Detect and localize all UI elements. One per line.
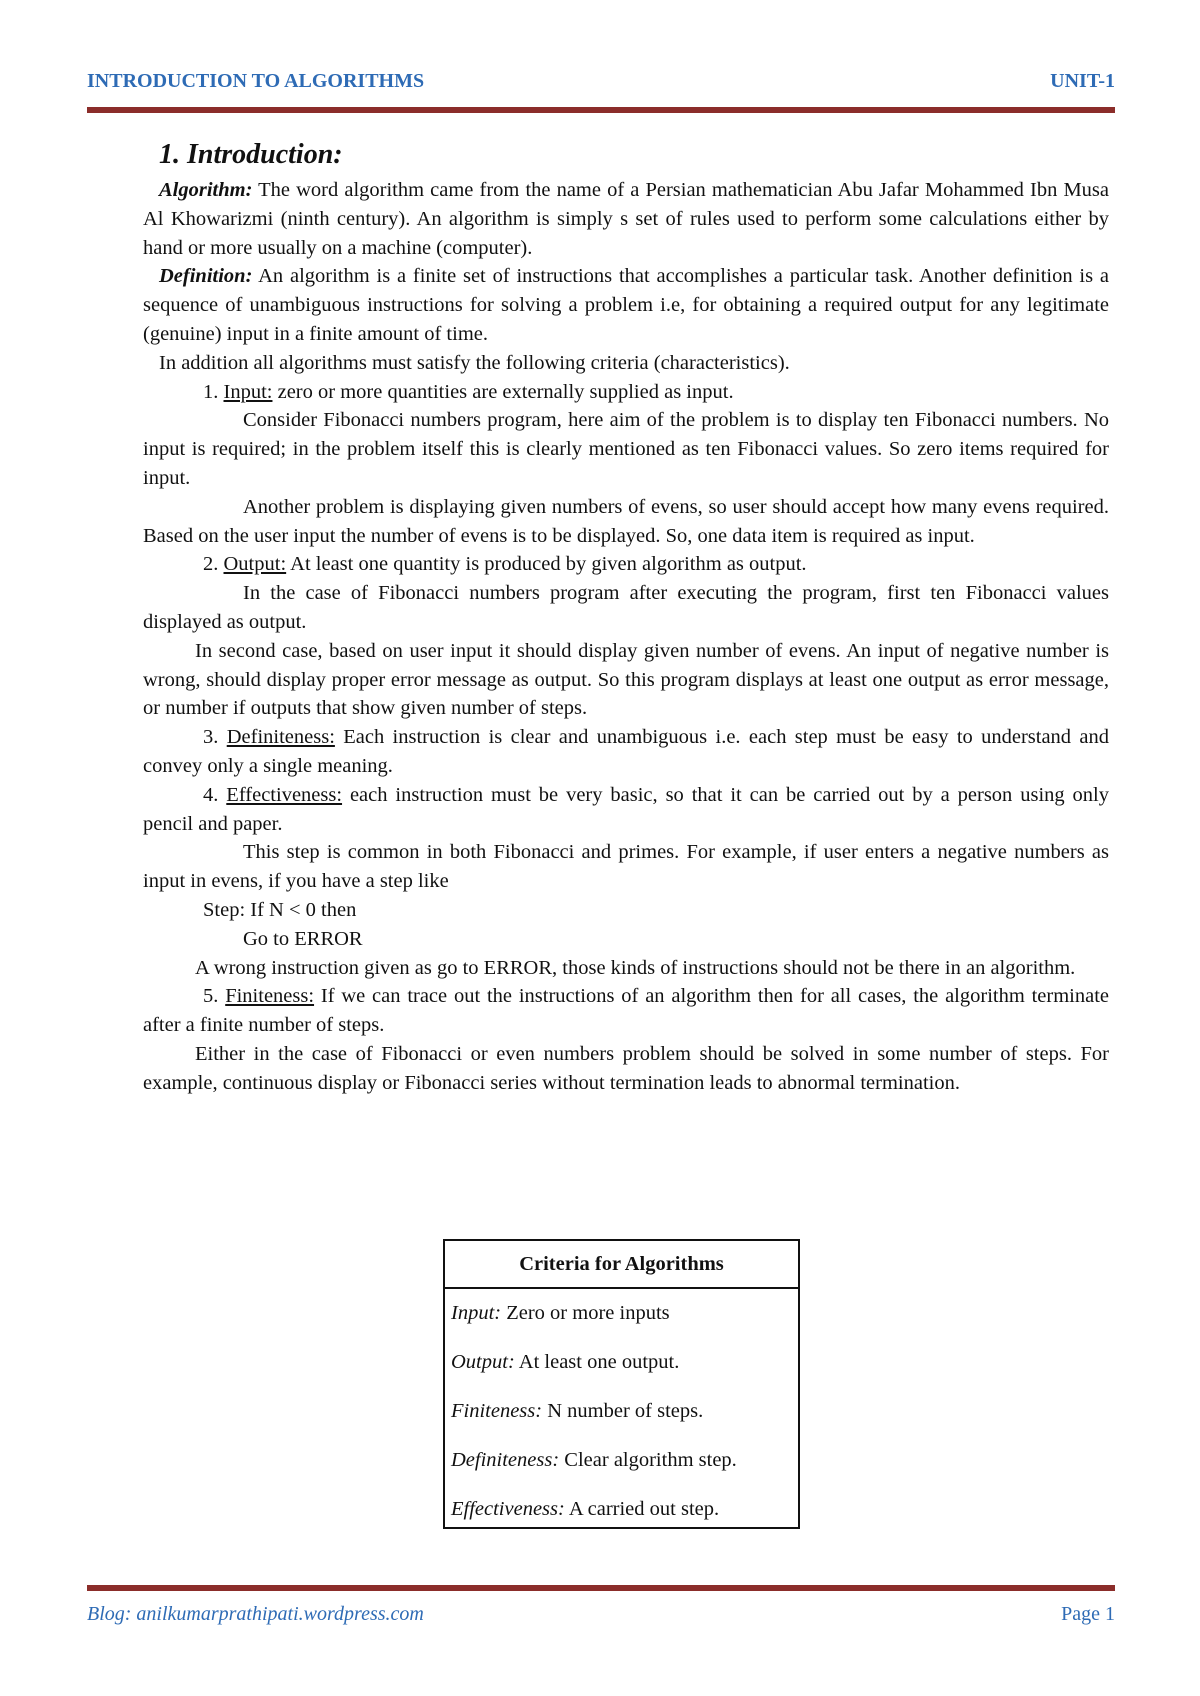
input-paragraph-1: Consider Fibonacci numbers program, here aim of the problem is to display ten Fibonacci numbers. No input is required; in the problem itself this is clearly mentioned as ten Fibonacci values. So zero items required for input. xyxy=(143,409,1109,489)
page-number: Page 1 xyxy=(1061,1603,1115,1625)
criteria-value: At least one output. xyxy=(514,1351,680,1373)
criteria-value: N number of steps. xyxy=(542,1400,704,1422)
criteria-key: Input: xyxy=(451,1302,502,1324)
blog-link[interactable]: Blog: anilkumarprathipati.wordpress.com xyxy=(87,1603,424,1625)
definition-paragraph xyxy=(143,262,1109,348)
algorithm-text: The word algorithm came from the name of a Persian mathematician Abu Jafar Mohammed Ibn Musa Al Khowarizmi (ninth century). An algorithm is simply s set of rules used to perform some calculations either by hand or more usually on a machine (computer). xyxy=(143,179,1109,259)
criteria-box-title: Criteria for Algorithms xyxy=(445,1241,798,1289)
definition-term: Definition: xyxy=(159,265,253,288)
criteria-key: Definiteness: xyxy=(451,1449,560,1471)
criteria-value: Clear algorithm step. xyxy=(559,1449,737,1471)
page-footer xyxy=(87,1603,1115,1627)
step-line: Step: If N < 0 then xyxy=(203,898,357,921)
criteria-row xyxy=(445,1436,798,1485)
criteria-row xyxy=(445,1485,798,1534)
list-label: Output: xyxy=(223,553,287,576)
algorithm-paragraph xyxy=(143,176,1109,262)
criteria-row xyxy=(445,1289,798,1338)
effectiveness-paragraph-1: This step is common in both Fibonacci and primes. For example, if user enters a negative numbers as input in evens, if you have a step like xyxy=(143,841,1109,893)
output-paragraph-2: In second case, based on user input it should display given number of evens. An input of negative number is wrong, should display proper error message as output. So this program displays at least one output as error message, or number if outputs that show given number of steps. xyxy=(143,639,1109,720)
list-text: each instruction must be very basic, so that it can be carried out by a person using only pencil and paper. xyxy=(143,783,1109,835)
criteria-box xyxy=(443,1239,800,1529)
list-label: Definiteness: xyxy=(226,726,335,749)
input-paragraph-2: Another problem is displaying given numbers of evens, so user should accept how many evens required. Based on the user input the number of evens is to be displayed. So, one data item is required as input. xyxy=(143,495,1109,547)
list-label: Input: xyxy=(223,380,273,403)
criteria-value: Zero or more inputs xyxy=(501,1302,670,1324)
header-unit: UNIT-1 xyxy=(1050,70,1115,92)
footer-rule xyxy=(87,1585,1115,1591)
header-title: INTRODUCTION TO ALGORITHMS xyxy=(87,70,425,92)
list-number: 3. xyxy=(203,726,227,749)
criteria-row xyxy=(445,1387,798,1436)
list-item-definiteness xyxy=(143,723,1109,781)
list-text: At least one quantity is produced by given algorithm as output. xyxy=(286,553,807,576)
section-heading: 1. Introduction: xyxy=(159,139,343,170)
document-body xyxy=(143,138,1109,1098)
list-number: 1. xyxy=(203,380,224,403)
list-text: Each instruction is clear and unambiguous i.e. each step must be easy to understand and convey only a single meaning. xyxy=(143,726,1109,777)
header-rule xyxy=(87,107,1115,113)
criteria-key: Finiteness: xyxy=(451,1400,543,1422)
page-header xyxy=(87,70,1115,94)
goto-line: Go to ERROR xyxy=(243,927,363,950)
criteria-row xyxy=(445,1338,798,1387)
criteria-key: Output: xyxy=(451,1351,515,1373)
definition-text: An algorithm is a finite set of instructions that accomplishes a particular task. Another definition is a sequence of unambiguous instructions for solving a problem i.e, for obtaining a required output for any legitimate (genuine) input in a finite amount of time. xyxy=(143,265,1109,345)
list-item-finiteness xyxy=(143,982,1109,1040)
criteria-key: Effectiveness: xyxy=(451,1498,565,1520)
criteria-value: A carried out step. xyxy=(564,1498,720,1520)
list-item-input xyxy=(143,378,1109,407)
output-paragraph-1: In the case of Fibonacci numbers program after executing the program, first ten Fibonacci values displayed as output. xyxy=(143,582,1109,633)
algorithm-term: Algorithm: xyxy=(159,179,253,201)
list-item-output xyxy=(143,550,1109,579)
list-number: 5. xyxy=(203,985,226,1008)
list-number: 2. xyxy=(203,553,224,576)
list-text: If we can trace out the instructions of an algorithm then for all cases, the algorithm terminate after a finite number of steps. xyxy=(143,985,1110,1037)
list-text: zero or more quantities are externally supplied as input. xyxy=(272,380,734,403)
list-label: Effectiveness: xyxy=(226,783,343,806)
criteria-intro: In addition all algorithms must satisfy the following criteria (characteristics). xyxy=(159,351,790,374)
list-label: Finiteness: xyxy=(225,985,315,1008)
effectiveness-paragraph-2: A wrong instruction given as go to ERROR, those kinds of instructions should not be there in an algorithm. xyxy=(195,956,1076,979)
list-item-effectiveness xyxy=(143,781,1109,839)
finiteness-paragraph-1: Either in the case of Fibonacci or even numbers problem should be solved in some number of steps. For example, continuous display or Fibonacci series without termination leads to abnormal termination. xyxy=(143,1042,1109,1094)
list-number: 4. xyxy=(203,783,227,806)
